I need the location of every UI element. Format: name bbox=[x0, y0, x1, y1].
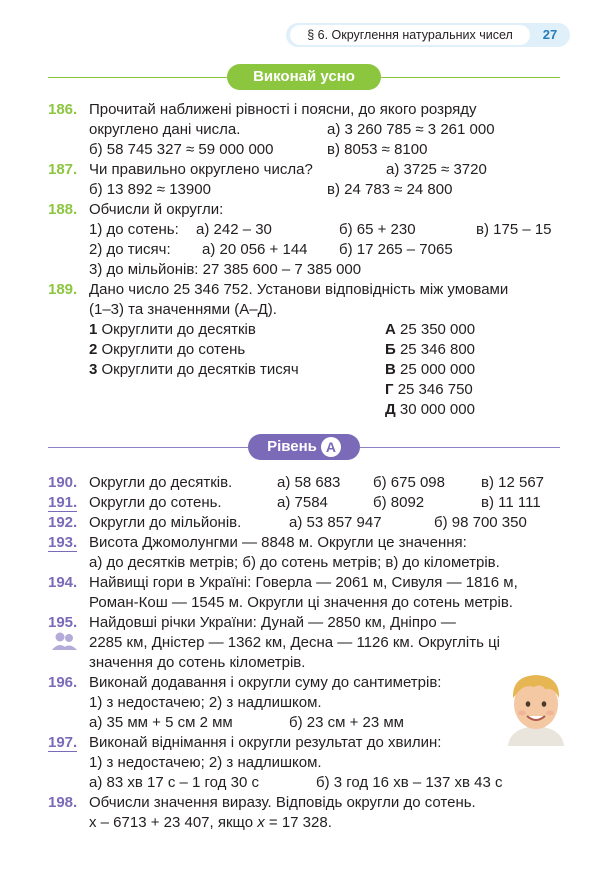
level-label: Рівень bbox=[267, 438, 317, 455]
task-number-193 bbox=[48, 533, 77, 553]
condition-key: 3 bbox=[89, 361, 98, 378]
task-186-item-b: б) 58 745 327 ≈ 59 000 000 bbox=[89, 141, 274, 158]
value-item bbox=[385, 320, 475, 340]
task-number-190: 190. bbox=[48, 474, 78, 491]
task-188-row-2-b: б) 17 265 – 7065 bbox=[339, 241, 453, 258]
task-186-item-a: а) 3 260 785 ≈ 3 261 000 bbox=[327, 121, 495, 138]
task-198-variable: х bbox=[257, 814, 265, 831]
task-197-line-1: Виконай віднімання і округли результат до хвилин: bbox=[89, 734, 442, 751]
value-item bbox=[385, 340, 475, 360]
task-188-line-1: Обчисли й округли: bbox=[89, 201, 224, 218]
task-197-item-a: а) 83 хв 17 с – 1 год 30 с bbox=[89, 774, 259, 791]
task-198-line-2 bbox=[89, 813, 332, 833]
task-188-row-1-b: б) 65 + 230 bbox=[339, 221, 416, 238]
condition-key: 2 bbox=[89, 341, 98, 358]
page-number: 27 bbox=[542, 27, 558, 42]
condition-text: Округлити до десятків тисяч bbox=[101, 361, 299, 378]
condition-key: 1 bbox=[89, 321, 98, 338]
task-189-line-1: Дано число 25 346 752. Установи відповідність між умовами bbox=[89, 281, 509, 298]
task-187-item-a: а) 3725 ≈ 3720 bbox=[386, 161, 487, 178]
task-189-line-2: (1–3) та значеннями (А–Д). bbox=[89, 301, 277, 318]
value-item bbox=[385, 360, 475, 380]
task-187-item-c: в) 24 783 ≈ 24 800 bbox=[327, 181, 453, 198]
page-header bbox=[286, 23, 570, 47]
section-heading-oral: Виконай усно bbox=[227, 64, 381, 90]
task-193-line-1: Висота Джомолунгми — 8848 м. Округли це значення: bbox=[89, 534, 467, 551]
task-number-189: 189. bbox=[48, 281, 78, 298]
task-number-196: 196. bbox=[48, 674, 78, 691]
task-number-192: 192. bbox=[48, 514, 78, 531]
task-188-row-3: 3) до мільйонів: 27 385 600 – 7 385 000 bbox=[89, 261, 362, 278]
task-number-197-label: 197. bbox=[48, 734, 78, 751]
task-192-item-a: а) 53 857 947 bbox=[289, 514, 382, 531]
task-197-item-b: б) 3 год 16 хв – 137 хв 43 с bbox=[316, 774, 503, 791]
task-195-line-2: 2285 км, Дністер — 1362 км, Десна — 1126 км. Округліть ці bbox=[89, 634, 500, 651]
task-197-line-2: 1) з недостачею; 2) з надлишком. bbox=[89, 754, 322, 771]
condition-text: Округлити до сотень bbox=[101, 341, 246, 358]
task-number-194: 194. bbox=[48, 574, 78, 591]
task-196-item-b: б) 23 см + 23 мм bbox=[289, 714, 404, 731]
task-188-row-1-a: а) 242 – 30 bbox=[196, 221, 272, 238]
value-text: 25 350 000 bbox=[400, 321, 476, 338]
value-item bbox=[385, 400, 475, 420]
level-badge: А bbox=[321, 437, 341, 457]
task-196-line-2: 1) з недостачею; 2) з надлишком. bbox=[89, 694, 322, 711]
task-188-row-2-a: а) 20 056 + 144 bbox=[202, 241, 308, 258]
task-186-item-c: в) 8053 ≈ 8100 bbox=[327, 141, 428, 158]
task-190-text: Округли до десятків. bbox=[89, 474, 233, 491]
value-key: Г bbox=[385, 381, 394, 398]
task-191-item-c: в) 11 111 bbox=[481, 494, 541, 511]
task-number-195: 195. bbox=[48, 614, 78, 631]
task-194-line-2: Роман-Кош — 1545 м. Округли ці значення до сотень метрів. bbox=[89, 594, 513, 611]
value-text: 25 000 000 bbox=[400, 361, 476, 378]
value-text: 25 346 800 bbox=[399, 341, 476, 358]
task-196-item-a: а) 35 мм + 5 см 2 мм bbox=[89, 714, 233, 731]
value-item bbox=[385, 380, 473, 400]
value-key: Б bbox=[385, 341, 396, 358]
boy-illustration bbox=[504, 668, 568, 746]
task-187-item-b: б) 13 892 ≈ 13900 bbox=[89, 181, 211, 198]
task-192-text: Округли до мільйонів. bbox=[89, 514, 242, 531]
task-number-197 bbox=[48, 733, 77, 753]
value-key: Д bbox=[385, 401, 396, 418]
task-number-186: 186. bbox=[48, 101, 78, 118]
task-191-text: Округли до сотень. bbox=[89, 494, 222, 511]
task-186-line-1: Прочитай наближені рівності і поясни, до якого розряду bbox=[89, 101, 477, 118]
task-number-191 bbox=[48, 493, 77, 513]
value-text: 30 000 000 bbox=[399, 401, 475, 418]
section-title: § 6. Округлення натуральних чисел bbox=[290, 25, 530, 45]
task-198-expression: х – 6713 + 23 407, якщо bbox=[89, 814, 258, 831]
task-number-188: 188. bbox=[48, 201, 78, 218]
condition-item bbox=[89, 340, 245, 360]
task-188-row-2-label: 2) до тисяч: bbox=[89, 241, 171, 258]
task-190-item-c: в) 12 567 bbox=[481, 474, 545, 491]
team-work-icon bbox=[50, 631, 78, 651]
task-number-193-label: 193. bbox=[48, 534, 78, 551]
task-194-line-1: Найвищі гори в Україні: Говерла — 2061 м, Сивуля — 1816 м, bbox=[89, 574, 518, 591]
task-195-line-3: значення до сотень кілометрів. bbox=[89, 654, 306, 671]
task-191-item-a: а) 7584 bbox=[277, 494, 328, 511]
task-191-item-b: б) 8092 bbox=[373, 494, 425, 511]
task-186-line-2: округлено дані числа. bbox=[89, 121, 241, 138]
condition-text: Округлити до десятків bbox=[101, 321, 256, 338]
value-key: В bbox=[385, 361, 396, 378]
value-text: 25 346 750 bbox=[397, 381, 473, 398]
task-198-value: = 17 328. bbox=[264, 814, 332, 831]
task-190-item-b: б) 675 098 bbox=[373, 474, 445, 491]
task-number-191-label: 191. bbox=[48, 494, 78, 511]
task-number-198: 198. bbox=[48, 794, 78, 811]
section-heading-level bbox=[248, 434, 360, 460]
condition-item bbox=[89, 360, 299, 380]
task-198-line-1: Обчисли значення виразу. Відповідь округли до сотень. bbox=[89, 794, 476, 811]
task-188-row-1-c: в) 175 – 15 bbox=[476, 221, 552, 238]
task-188-row-1-label: 1) до сотень: bbox=[89, 221, 179, 238]
task-195-line-1: Найдовші річки України: Дунай — 2850 км, Дніпро — bbox=[89, 614, 456, 631]
task-190-item-a: а) 58 683 bbox=[277, 474, 341, 491]
task-187-line-1: Чи правильно округлено числа? bbox=[89, 161, 313, 178]
value-key: А bbox=[385, 321, 396, 338]
task-number-187: 187. bbox=[48, 161, 78, 178]
task-196-line-1: Виконай додавання і округли суму до сантиметрів: bbox=[89, 674, 442, 691]
task-193-line-2: а) до десятків метрів; б) до сотень метрів; в) до кілометрів. bbox=[89, 554, 500, 571]
task-192-item-b: б) 98 700 350 bbox=[434, 514, 527, 531]
condition-item bbox=[89, 320, 256, 340]
